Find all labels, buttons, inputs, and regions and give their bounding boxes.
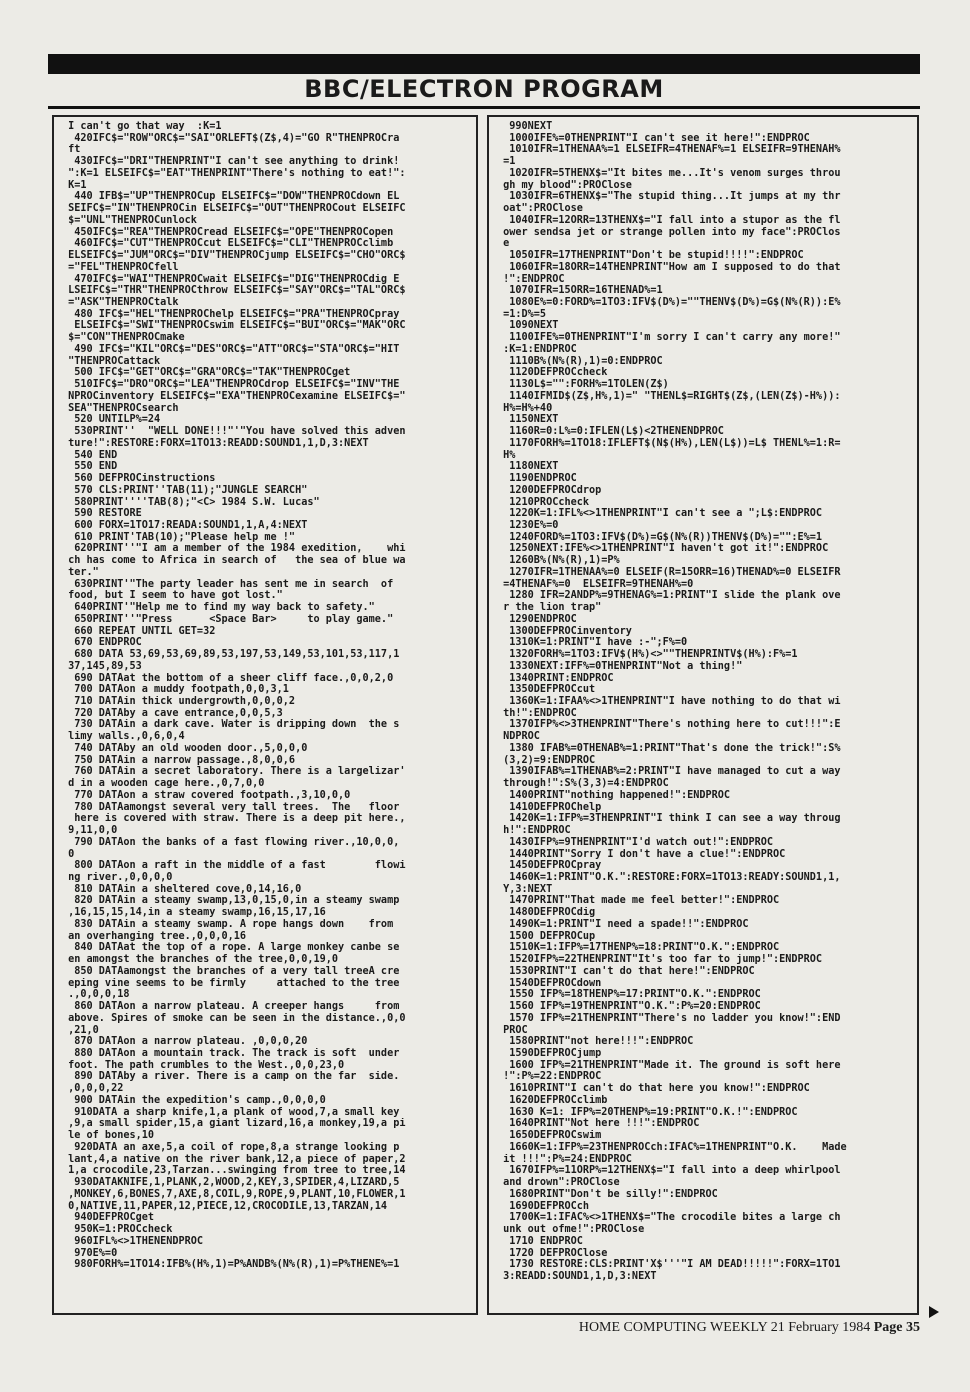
- code-line: $="UNL"THENPROCunlock: [62, 214, 197, 226]
- code-line: 490 IFC$="KIL"ORC$="DES"ORC$="ATT"ORC$="STA"ORC$="HIT: [62, 343, 400, 355]
- code-line: 840 DATAat the top of a rope. A large monkey canbe se: [62, 942, 400, 954]
- code-line: 1680PRINT"Don't be silly!":ENDPROC: [497, 1188, 718, 1200]
- code-line: en amongst the branches of the tree,0,0,19,0: [62, 954, 339, 966]
- code-line: 440 IFB$="UP"THENPROCup ELSEIFC$="DOW"THENPROCdown EL: [62, 191, 400, 203]
- code-line: above. Spires of smoke can be seen in the distance.,0,0: [62, 1012, 406, 1024]
- code-line: ="ASK"THENPROCtalk: [62, 297, 179, 309]
- code-line: ch has come to Africa in search of the sea of blue wa: [62, 555, 406, 567]
- code-line: 0: [62, 848, 75, 860]
- code-line: 1630 K=1: IFP%=20THENP%=19:PRINT"O.K.!":ENDPROC: [497, 1106, 798, 1118]
- code-line: NDPROC: [497, 731, 540, 743]
- code-line: 540 END: [62, 449, 118, 461]
- code-line: here is covered with straw. There is a deep pit here.,: [62, 813, 406, 825]
- code-line: 1180NEXT: [497, 461, 559, 473]
- code-line: gh my blood":PROClose: [497, 179, 632, 191]
- code-line: 3:READD:SOUND1,1,D,3:NEXT: [497, 1270, 657, 1282]
- code-line: 1480DEFPROCdig: [497, 907, 596, 919]
- code-line: 820 DATAin a steamy swamp,13,0,15,0,in a steamy swamp: [62, 895, 400, 907]
- code-line: 890 DATAby a river. There is a camp on the far side.: [62, 1071, 400, 1083]
- code-line: ft: [62, 144, 81, 156]
- code-line: 980FORH%=1TO14:IFB%(H%,1)=P%ANDB%(N%(R),1)=P%THENE%=1: [62, 1259, 400, 1271]
- code-line: ower sendsa jet or strange pollen into my face":PROClos: [497, 226, 841, 238]
- code-line: 910DATA a sharp knife,1,a plank of wood,7,a small key: [62, 1106, 400, 1118]
- code-line: 970E%=0: [62, 1247, 118, 1259]
- code-line: 920DATA an axe,5,a coil of rope,8,a strange looking p: [62, 1141, 400, 1153]
- code-line: 450IFC$="REA"THENPROCread ELSEIFC$="OPE"THENPROCopen: [62, 226, 394, 238]
- code-line: 1290ENDPROC: [497, 613, 577, 625]
- code-line: 1210PROCcheck: [497, 496, 590, 508]
- code-line: le of bones,10: [62, 1130, 155, 1142]
- code-line: 1500 DEFPROCup: [497, 930, 596, 942]
- code-line: 1490K=1:PRINT"I need a spade!!":ENDPROC: [497, 918, 749, 930]
- code-line: 780 DATAamongst several very tall trees. The floor: [62, 801, 400, 813]
- code-line: 1330NEXT:IFF%=0THENPRINT"Not a thing!": [497, 660, 743, 672]
- code-line: !":ENDPROC: [497, 273, 565, 285]
- code-line: 1450DEFPROCpray: [497, 860, 602, 872]
- code-line: =1: [497, 156, 516, 168]
- code-line: 1400PRINT"nothing happened!":ENDPROC: [497, 789, 731, 801]
- code-line: =1:D%=5: [497, 308, 547, 320]
- code-line: 1250NEXT:IFE%<>1THENPRINT"I haven't got it!":ENDPROC: [497, 543, 829, 555]
- code-line: 710 DATAin thick undergrowth,0,0,0,2: [62, 695, 296, 707]
- code-line: 1100IFE%=0THENPRINT"I'm sorry I can't carry any more!": [497, 332, 841, 344]
- code-line: 620PRINT''"I am a member of the 1984 exedition, whi: [62, 543, 406, 555]
- code-line: 990NEXT: [497, 121, 553, 132]
- code-line: foot. The path crumbles to the West.,0,0,23,0: [62, 1059, 345, 1071]
- code-line: 1720 DEFPROClose: [497, 1247, 608, 1259]
- code-line: 460IFC$="CUT"THENPROCcut ELSEIFC$="CLI"THENPROCclimb: [62, 238, 394, 250]
- code-line: ELSEIFC$="SWI"THENPROCswim ELSEIFC$="BUI"ORC$="MAK"ORC: [62, 320, 406, 332]
- code-line: eping vine seems to be firmly attached to the tree: [62, 977, 400, 989]
- code-line: 1470PRINT"That made me feel better!":ENDPROC: [497, 895, 780, 907]
- code-line: 1120DEFPROCcheck: [497, 367, 608, 379]
- code-line: ter.": [62, 566, 99, 578]
- code-line: 1240FORD%=1TO3:IFV$(D%)=G$(N%(R))THENV$(D%)="":E%=1: [497, 531, 823, 543]
- code-line: 870 DATAon a narrow plateau. ,0,0,0,20: [62, 1036, 308, 1048]
- code-line: 1530PRINT"I can't do that here!":ENDPROC: [497, 965, 755, 977]
- code-line: ng river.,0,0,0,0: [62, 872, 173, 883]
- code-line: 950K=1:PROCcheck: [62, 1224, 173, 1236]
- code-line: ,16,15,15,14,in a steamy swamp,16,15,17,16: [62, 907, 326, 919]
- code-line: 1670IFP%=11ORP%=12THENX$="I fall into a deep whirlpool: [497, 1165, 841, 1177]
- code-line: 740 DATAby an old wooden door.,5,0,0,0: [62, 742, 308, 754]
- code-line: 850 DATAamongst the branches of a very tall treeA cre: [62, 965, 400, 977]
- code-line: ,0,0,0,22: [62, 1083, 124, 1095]
- code-line: 690 DATAat the bottom of a sheer cliff face.,0,0,2,0: [62, 672, 394, 684]
- code-line: PROC: [497, 1024, 528, 1036]
- code-line: 430IFC$="DRI"THENPRINT"I can't see anything to drink!: [62, 156, 400, 168]
- code-line: 1440PRINT"Sorry I don't have a clue!":ENDPROC: [497, 848, 786, 860]
- code-line: 640PRINT'"Help me to find my way back to safety.": [62, 602, 375, 614]
- code-line: H%=H%+40: [497, 402, 553, 414]
- code-line: 940DEFPROCget: [62, 1212, 155, 1224]
- code-line: (3,2)=9:ENDPROC: [497, 754, 596, 766]
- code-line: .,0,0,0,18: [62, 989, 130, 1001]
- listing-column-left: [52, 115, 478, 1315]
- code-line: 760 DATAin a secret laboratory. There is a largelizar': [62, 766, 406, 778]
- code-line: SEIFC$="IN"THENPROCin ELSEIFC$="OUT"THENPROCout ELSEIFC: [62, 203, 406, 215]
- code-line: 510IFC$="DRO"ORC$="LEA"THENPROCdrop ELSEIFC$="INV"THE: [62, 379, 400, 391]
- code-line: I can't go that way :K=1: [62, 121, 222, 132]
- code-line: 650PRINT''"Press <Space Bar> to play game.": [62, 613, 394, 625]
- code-line: 1320FORH%=1TO3:IFV$(H%)<>""THENPRINTV$(H%):F%=1: [497, 649, 798, 661]
- code-line: ,MONKEY,6,BONES,7,AXE,8,COIL,9,ROPE,9,PLANT,10,FLOWER,1: [62, 1188, 406, 1200]
- code-line: 1610PRINT"I can't do that here you know!":ENDPROC: [497, 1083, 810, 1095]
- code-line: 1370IFP%<>3THENPRINT"There's nothing here to cut!!!":E: [497, 719, 841, 731]
- code-line: 720 DATAby a cave entrance,0,0,5,3: [62, 707, 283, 719]
- code-line: 470IFC$="WAI"THENPROCwait ELSEIFC$="DIG"THENPROCdig E: [62, 273, 400, 285]
- code-line: 1130L$="":FORH%=1TOLEN(Z$): [497, 379, 669, 391]
- code-line: 1230E%=0: [497, 519, 559, 531]
- code-line: 1640PRINT"Not here !!!":ENDPROC: [497, 1118, 700, 1130]
- code-line: through!":S%(3,3)=4:ENDPROC: [497, 778, 669, 790]
- code-line: 1650DEFPROCswim: [497, 1130, 602, 1142]
- code-line: ture!":RESTORE:FORX=1TO13:READD:SOUND1,1,D,3:NEXT: [62, 437, 369, 449]
- code-line: ":K=1 ELSEIFC$="EAT"THENPRINT"There's nothing to eat!":: [62, 167, 406, 179]
- code-line: th!":ENDPROC: [497, 707, 577, 719]
- code-line: 1540DEFPROCdown: [497, 977, 602, 989]
- code-line: 680 DATA 53,69,53,69,89,53,197,53,149,53,101,53,117,1: [62, 649, 400, 661]
- code-line: 810 DATAin a sheltered cove,0,14,16,0: [62, 883, 302, 895]
- code-line: 580PRINT''''TAB(8);"<C> 1984 S.W. Lucas": [62, 496, 320, 508]
- page-title: BBC/ELECTRON PROGRAM: [304, 75, 664, 103]
- code-line: 830 DATAin a steamy swamp. A rope hangs down from: [62, 918, 394, 930]
- code-line: "THENPROCattack: [62, 355, 161, 367]
- code-line: 670 ENDPROC: [62, 637, 142, 649]
- code-line: 1030IFR=6THENX$="The stupid thing...It jumps at my thr: [497, 191, 841, 203]
- code-line: 1700K=1:IFAC%<>1THENX$="The crocodile bites a large ch: [497, 1212, 841, 1224]
- code-line: 570 CLS:PRINT''TAB(11);"JUNGLE SEARCH": [62, 484, 308, 496]
- code-line: food, but I seem to have got lost.": [62, 590, 283, 602]
- listing-column-right: [487, 115, 919, 1315]
- code-line: ELSEIFC$="JUM"ORC$="DIV"THENPROCjump ELSEIFC$="CHO"ORC$: [62, 250, 406, 262]
- code-line: 590 RESTORE: [62, 508, 142, 520]
- code-line: 1390IFAB%=1THENAB%=2:PRINT"I have managed to cut a way: [497, 766, 841, 778]
- code-line: 880 DATAon a mountain track. The track is soft under: [62, 1048, 400, 1060]
- code-line: $="CON"THENPROCmake: [62, 332, 185, 344]
- code-line: LSEIFC$="THR"THENPROCthrow ELSEIFC$="SAY"ORC$="TAL"ORC$: [62, 285, 406, 297]
- code-line: 1600 IFP%=21THENPRINT"Made it. The ground is soft here: [497, 1059, 841, 1071]
- code-line: 530PRINT'' "WELL DONE!!!"'"You have solved this adven: [62, 426, 406, 438]
- code-line: 1410DEFPROChelp: [497, 801, 602, 813]
- code-line: 1340PRINT:ENDPROC: [497, 672, 614, 684]
- code-line: 1,a crocodile,23,Tarzan...swinging from tree to tree,14: [62, 1165, 406, 1177]
- code-line: 1350DEFPROCcut: [497, 684, 596, 696]
- code-line: ="FEL"THENPROCfell: [62, 261, 179, 273]
- code-line: K=1: [62, 179, 87, 191]
- code-line: 960IFL%<>1THENENDPROC: [62, 1235, 204, 1247]
- code-line: 930DATAKNIFE,1,PLANK,2,WOOD,2,KEY,3,SPIDER,4,LIZARD,5: [62, 1177, 400, 1189]
- code-line: 480 IFC$="HEL"THENPROChelp ELSEIFC$="PRA"THENPROCpray: [62, 308, 400, 320]
- code-line: an overhanging tree.,0,0,0,16: [62, 930, 247, 942]
- code-line: 1690DEFPROCch: [497, 1200, 590, 1212]
- code-line: 1280 IFR=2ANDP%=9THENAG%=1:PRINT"I slide the plank ove: [497, 590, 841, 602]
- code-line: 1000IFE%=0THENPRINT"I can't see it here!":ENDPROC: [497, 132, 810, 144]
- code-line: 1080E%=0:FORD%=1TO3:IFV$(D%)=""THENV$(D%)=G$(N%(R)):E%: [497, 297, 841, 309]
- code-line: 9,11,0,0: [62, 825, 118, 837]
- code-line: 1590DEFPROCjump: [497, 1048, 602, 1060]
- code-line: 660 REPEAT UNTIL GET=32: [62, 625, 216, 637]
- code-line: SEA"THENPROCsearch: [62, 402, 179, 414]
- code-line: 600 FORX=1TO17:READA:SOUND1,1,A,4:NEXT: [62, 519, 308, 531]
- code-line: 770 DATAon a straw covered footpath.,3,10,0,0: [62, 789, 351, 801]
- code-line: :K=1:ENDPROC: [497, 343, 577, 355]
- code-line: 1020IFR=5THENX$="It bites me...It's venom surges throu: [497, 167, 841, 179]
- publication-line: HOME COMPUTING WEEKLY 21 February 1984: [578, 1320, 871, 1335]
- code-line: 1620DEFPROCclimb: [497, 1094, 608, 1106]
- code-line: 790 DATAon the banks of a fast flowing river.,10,0,0,: [62, 836, 400, 848]
- code-line: 1310K=1:PRINT"I have :-";F%=0: [497, 637, 688, 649]
- code-line: 1570 IFP%=21THENPRINT"There's no ladder you know!":END: [497, 1012, 841, 1024]
- code-line: unk out ofme!":PROClose: [497, 1224, 645, 1236]
- code-line: 1550 IFP%=18THENP%=17:PRINT"O.K.":ENDPROC: [497, 989, 761, 1001]
- code-line: 1360K=1:IFAA%<>1THENPRINT"I have nothing to do that wi: [497, 695, 841, 707]
- code-line: 520 UNTILP%=24: [62, 414, 161, 426]
- code-line: 1580PRINT"not here!!!":ENDPROC: [497, 1036, 694, 1048]
- code-line: 1520IFP%=22THENPRINT"It's too far to jump!":ENDPROC: [497, 954, 823, 966]
- code-line: 1050IFR=17THENPRINT"Don't be stupid!!!!":ENDPROC: [497, 250, 804, 262]
- code-line: h!":ENDPROC: [497, 825, 571, 837]
- code-line: 1170FORH%=1TO18:IFLEFT$(N$(H%),LEN(L$))=L$ THENL%=1:R=: [497, 437, 841, 449]
- code-line: 1660K=1:IFP%=23THENPROCch:IFAC%=1THENPRINT"O.K. Made: [497, 1141, 847, 1153]
- code-line: 730 DATAin a dark cave. Water is dripping down the s: [62, 719, 400, 731]
- code-line: ,21,0: [62, 1024, 99, 1036]
- code-line: 750 DATAin a narrow passage.,8,0,0,6: [62, 754, 296, 766]
- code-line: 1460K=1:PRINT"O.K.":RESTORE:FORX=1TO13:READY:SOUND1,1,: [497, 872, 841, 883]
- code-line: limy walls.,0,6,0,4: [62, 731, 185, 743]
- code-line: 1060IFR=18ORR=14THENPRINT"How am I supposed to do that: [497, 261, 841, 273]
- code-line: !":P%=22:ENDPROC: [497, 1071, 602, 1083]
- code-line: 1200DEFPROCdrop: [497, 484, 602, 496]
- code-line: 900 DATAin the expedition's camp.,0,0,0,0: [62, 1094, 326, 1106]
- code-line: 1160R=0:L%=0:IFLEN(L$)<2THENENDPROC: [497, 426, 724, 438]
- code-line: and drown":PROClose: [497, 1177, 620, 1189]
- code-line: =4THENAF%=0 ELSEIFR=9THENAH%=0: [497, 578, 694, 590]
- code-line: 0,NATIVE,11,PAPER,12,PIECE,12,CROCODILE,13,TARZAN,14: [62, 1200, 388, 1212]
- page-number: Page 35: [873, 1320, 920, 1335]
- header-bar: [48, 54, 920, 74]
- code-line: 1040IFR=12ORR=13THENX$="I fall into a stupor as the fl: [497, 214, 841, 226]
- code-line: 1380 IFAB%=0THENAB%=1:PRINT"That's done the trick!":S%: [497, 742, 841, 754]
- code-line: oat":PROClose: [497, 203, 583, 215]
- code-line: 700 DATAon a muddy footpath,0,0,3,1: [62, 684, 289, 696]
- code-line: 1090NEXT: [497, 320, 559, 332]
- code-line: ,9,a small spider,15,a giant lizard,16,a monkey,19,a pi: [62, 1118, 406, 1130]
- code-line: 1260B%(N%(R),1)=P%: [497, 555, 620, 567]
- code-line: 37,145,89,53: [62, 660, 142, 672]
- code-line: 800 DATAon a raft in the middle of a fast flowi: [62, 860, 406, 872]
- code-line: H%: [497, 449, 516, 461]
- code-line: e: [497, 238, 510, 250]
- code-line: 1270IFR=1THENAA%=0 ELSEIF(R=15ORR=16)THENAD%=0 ELSEIFR: [497, 566, 841, 578]
- continue-arrow-icon: [929, 1306, 939, 1318]
- code-line: it !!!":P%=24:ENDPROC: [497, 1153, 632, 1165]
- code-line: lant,4,a native on the river bank,12,a piece of paper,2: [62, 1153, 406, 1165]
- code-line: 1070IFR=15ORR=16THENAD%=1: [497, 285, 663, 297]
- code-line: Y,3:NEXT: [497, 883, 553, 895]
- code-line: 1560 IFP%=19THENPRINT"O.K.":P%=20:ENDPROC: [497, 1001, 761, 1013]
- code-line: 1730 RESTORE:CLS:PRINT'X$'''"I AM DEAD!!!!!":FORX=1TO1: [497, 1259, 841, 1271]
- code-line: d in a wooden cage here.,0,7,0,0: [62, 778, 265, 790]
- code-line: 1430IFP%=9THENPRINT"I'd watch out!":ENDPROC: [497, 836, 774, 848]
- code-line: 1190ENDPROC: [497, 473, 577, 485]
- code-line: NPROCinventory ELSEIFC$="EXA"THENPROCexamine ELSEIFC$=": [62, 390, 406, 402]
- code-line: 1710 ENDPROC: [497, 1235, 583, 1247]
- code-line: 500 IFC$="GET"ORC$="GRA"ORC$="TAK"THENPROCget: [62, 367, 351, 379]
- code-line: 610 PRINT'TAB(10);"Please help me !": [62, 531, 296, 543]
- code-line: 860 DATAon a narrow plateau. A creeper hangs from: [62, 1001, 400, 1013]
- code-line: 1140IFMID$(Z$,H%,1)=" "THENL$=RIGHT$(Z$,(LEN(Z$)-H%)):: [497, 390, 841, 402]
- code-line: 1300DEFPROCinventory: [497, 625, 632, 637]
- title-rule: [48, 106, 920, 109]
- code-line: 550 END: [62, 461, 118, 473]
- code-line: r the lion trap": [497, 602, 602, 614]
- code-line: 560 DEFPROCinstructions: [62, 473, 216, 485]
- code-line: 630PRINT'"The party leader has sent me in search of: [62, 578, 394, 590]
- code-line: 420IFC$="ROW"ORC$="SAI"ORLEFT$(Z$,4)="GO R"THENPROCra: [62, 132, 400, 144]
- code-line: 1420K=1:IFP%=3THENPRINT"I think I can see a way throug: [497, 813, 841, 825]
- code-line: 1150NEXT: [497, 414, 559, 426]
- code-line: 1510K=1:IFP%=17THENP%=18:PRINT"O.K.":ENDPROC: [497, 942, 780, 954]
- page-footer: [560, 1318, 920, 1338]
- code-line: 1010IFR=1THENAA%=1 ELSEIFR=4THENAF%=1 ELSEIFR=9THENAH%: [497, 144, 841, 156]
- code-line: 1220K=1:IFL%<>1THENPRINT"I can't see a ";L$:ENDPROC: [497, 508, 823, 520]
- code-line: 1110B%(N%(R),1)=0:ENDPROC: [497, 355, 663, 367]
